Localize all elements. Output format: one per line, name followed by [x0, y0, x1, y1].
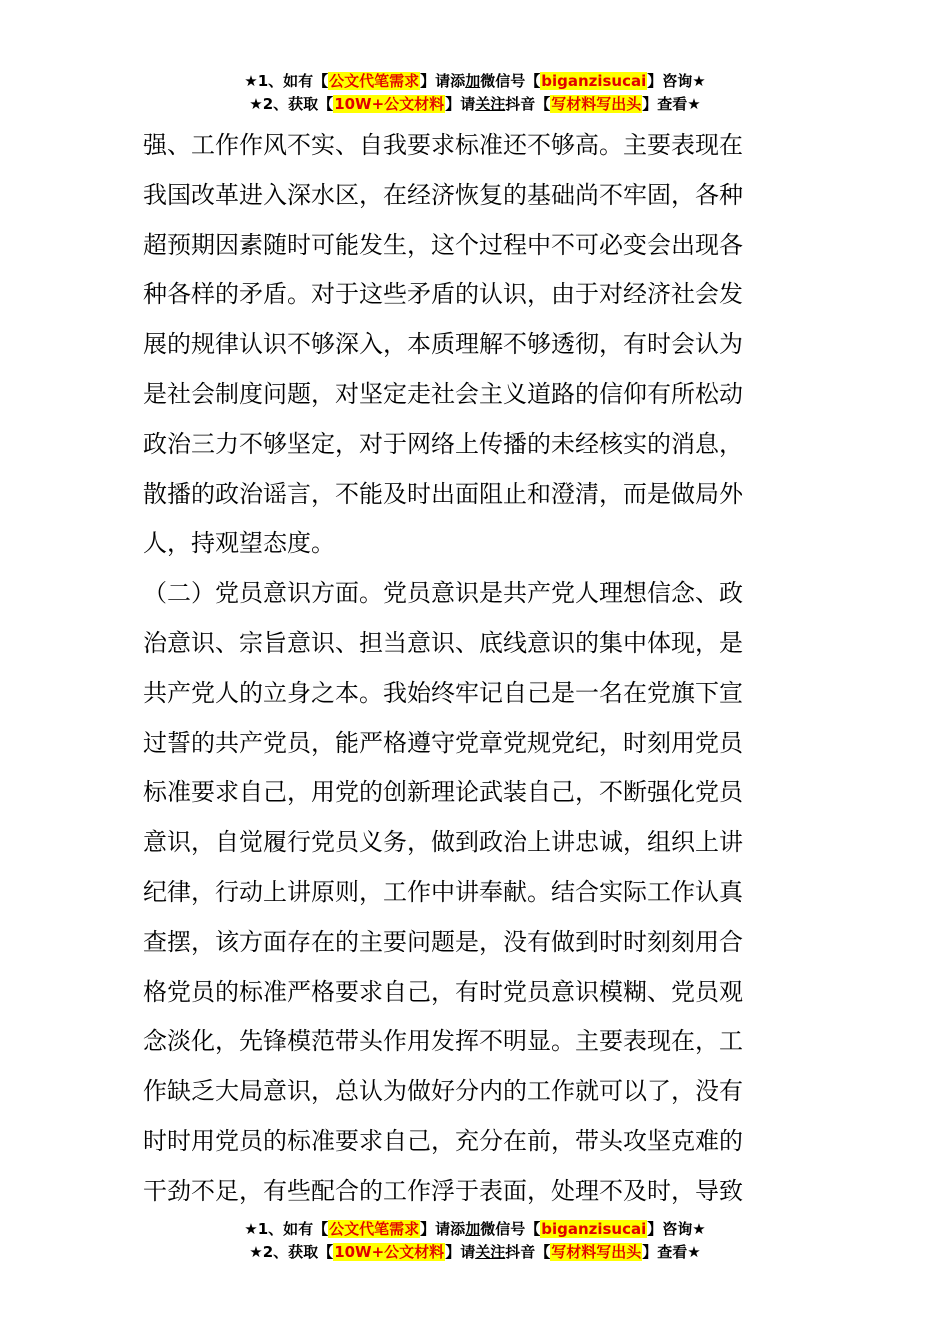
text-line: 格党员的标准严格要求自己，有时党员意识模糊、党员观: [143, 977, 743, 1006]
highlight-wechat-id: biganzisucai: [541, 1220, 647, 1238]
section-heading-line: （二）党员意识方面。党员意识是共产党人理想信念、政: [143, 579, 743, 608]
text-line: 人，持观望态度。: [143, 529, 335, 558]
highlight-service: 公文代笔需求: [329, 1220, 420, 1238]
document-body: [143, 121, 807, 1217]
text-line: 意识，自觉履行党员义务，做到政治上讲忠诚，组织上讲: [143, 828, 743, 857]
text-line: 超预期因素随时可能发生，这个过程中不可必变会出现各: [143, 230, 743, 259]
text-line: 标准要求自己，用党的创新理论武装自己，不断强化党员: [143, 778, 743, 807]
text-line: 纪律，行动上讲原则，工作中讲奉献。结合实际工作认真: [143, 877, 743, 906]
banner-line-2: ★2、获取【10W+公文材料】请关注抖音【写材料写出头】查看★: [249, 1243, 701, 1261]
text-line: 作缺乏大局意识，总认为做好分内的工作就可以了，没有: [143, 1077, 743, 1106]
text-line: 干劲不足，有些配合的工作浮于表面，处理不及时，导致: [143, 1176, 743, 1205]
text-line: 政治三力不够坚定，对于网络上传播的未经核实的消息，: [143, 429, 743, 458]
text-line: 查摆，该方面存在的主要问题是，没有做到时时刻刻用合: [143, 927, 743, 956]
text-line: 治意识、宗旨意识、担当意识、底线意识的集中体现，是: [143, 628, 743, 657]
highlight-douyin-account: 写材料写出头: [551, 1243, 642, 1261]
highlight-douyin-account: 写材料写出头: [551, 95, 642, 113]
highlight-service: 公文代笔需求: [329, 72, 420, 90]
text-line: 共产党人的立身之本。我始终牢记自己是一名在党旗下宣: [143, 678, 743, 707]
text-line: 展的规律认识不够深入，本质理解不够透彻，有时会认为: [143, 330, 743, 359]
text-line: 强、工作作风不实、自我要求标准还不够高。主要表现在: [143, 131, 743, 159]
highlight-materials: 10W+公文材料: [334, 1243, 445, 1261]
banner-line-1: ★1、如有【公文代笔需求】请添加微信号【biganzisucai】咨询★: [244, 72, 706, 90]
footer-banner: [0, 1218, 950, 1264]
highlight-materials: 10W+公文材料: [334, 95, 445, 113]
banner-line-1: ★1、如有【公文代笔需求】请添加微信号【biganzisucai】咨询★: [244, 1220, 706, 1238]
text-line: 是社会制度问题，对坚定走社会主义道路的信仰有所松动: [143, 379, 743, 408]
text-line: 我国改革进入深水区，在经济恢复的基础尚不牢固，各种: [143, 180, 743, 209]
text-line: 时时用党员的标准要求自己，充分在前，带头攻坚克难的: [143, 1126, 743, 1155]
header-banner: [0, 70, 950, 116]
text-line: 散播的政治谣言，不能及时出面阻止和澄清，而是做局外: [143, 479, 743, 508]
banner-line-2: ★2、获取【10W+公文材料】请关注抖音【写材料写出头】查看★: [249, 95, 701, 113]
text-line: 过誓的共产党员，能严格遵守党章党规党纪，时刻用党员: [143, 728, 743, 757]
text-line: 种各样的矛盾。对于这些矛盾的认识，由于对经济社会发: [143, 280, 743, 309]
highlight-wechat-id: biganzisucai: [541, 72, 647, 90]
text-line: 念淡化，先锋模范带头作用发挥不明显。主要表现在，工: [143, 1027, 743, 1056]
